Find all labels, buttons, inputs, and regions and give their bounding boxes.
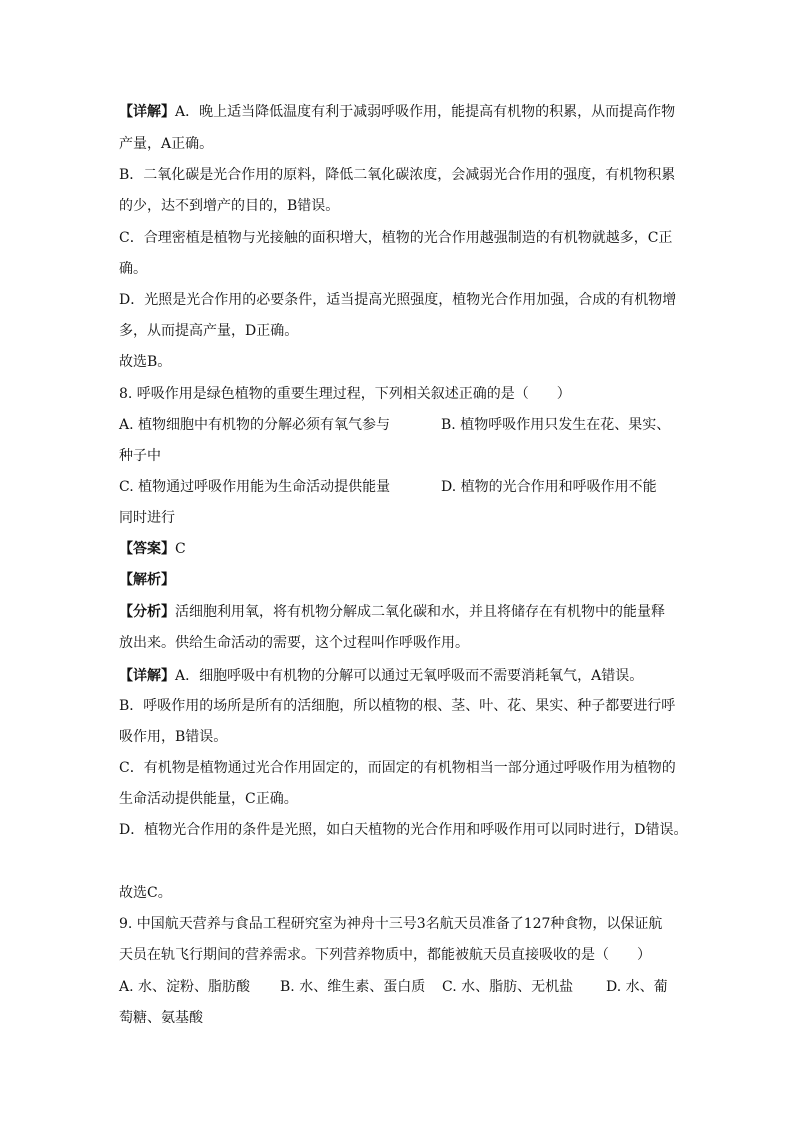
q9-option-d: D. 水、葡	[606, 979, 668, 995]
detail2-tag: 【详解】	[119, 668, 175, 684]
detail-text: A．晚上适当降低温度有利于减弱呼吸作用，能提高有机物的积累，从而提高作物	[175, 104, 676, 120]
analysis-heading	[119, 571, 175, 589]
detail2-line-4: C．有机物是植物通过光合作用固定的，而固定的有机物相当一部分通过呼吸作用为植物的	[119, 760, 676, 776]
fenxi-text: 活细胞利用氧，将有机物分解成二氧化碳和水，并且将储存在有机物中的能量释	[175, 604, 665, 620]
analysis-line-1	[119, 603, 665, 621]
detail2-line-6: D．植物光合作用的条件是光照，如白天植物的光合作用和呼吸作用可以同时进行，D错误。	[119, 822, 688, 838]
detail-line-2: 产量，A正确。	[119, 136, 214, 152]
conclusion-b: 故选B。	[119, 354, 172, 370]
q9-option-c: C. 水、脂肪、无机盐	[442, 979, 574, 995]
answer-tag: 【答案】	[119, 541, 175, 557]
q8-option-b: B. 植物呼吸作用只发生在花、果实、	[441, 417, 671, 433]
q9-option-d-cont: 萄糖、氨基酸	[119, 1010, 203, 1026]
detail-line-1	[119, 103, 675, 121]
detail-line-4: 的少，达不到增产的目的，B错误。	[119, 198, 340, 214]
detail-line-8: 多，从而提高产量，D正确。	[119, 323, 299, 339]
answer-value: C	[175, 541, 186, 557]
detail-line-7: D．光照是光合作用的必要条件，适当提高光照强度，植物光合作用加强，合成的有机物增	[119, 292, 677, 308]
detail-line-3: B．二氧化碳是光合作用的原料，降低二氧化碳浓度，会减弱光合作用的强度，有机物积累	[119, 167, 676, 183]
question-8-stem: 8. 呼吸作用是绿色植物的重要生理过程，下列相关叙述正确的是（ ）	[119, 386, 571, 402]
detail2-text: A．细胞呼吸中有机物的分解可以通过无氧呼吸而不需要消耗氧气，A错误。	[175, 668, 644, 684]
detail2-line-5: 生命活动提供能量，C正确。	[119, 791, 298, 807]
q8-option-c: C. 植物通过呼吸作用能为生命活动提供能量	[119, 479, 391, 495]
analysis-line-2: 放出来。供给生命活动的需要，这个过程叫作呼吸作用。	[119, 635, 469, 651]
detail2-line-2: B．呼吸作用的场所是所有的活细胞，所以植物的根、茎、叶、花、果实、种子都要进行呼	[119, 698, 676, 714]
analysis-tag: 【解析】	[119, 572, 175, 588]
q8-option-d-cont: 同时进行	[119, 510, 175, 526]
q8-option-a: A. 植物细胞中有机物的分解必须有氧气参与	[119, 417, 391, 433]
question-8-options-row-1	[119, 416, 679, 434]
q9-option-b: B. 水、维生素、蛋白质	[280, 979, 426, 995]
q8-option-b-cont: 种子中	[119, 448, 161, 464]
fenxi-tag: 【分析】	[119, 604, 175, 620]
question-8-options-row-2	[119, 478, 679, 496]
q8-option-d: D. 植物的光合作用和呼吸作用不能	[441, 479, 657, 495]
detail2-line-3: 吸作用，B错误。	[119, 729, 228, 745]
detail-tag: 【详解】	[119, 104, 175, 120]
q9-option-a: A. 水、淀粉、脂肪酸	[119, 979, 251, 995]
question-9-line-2: 天员在轨飞行期间的营养需求。下列营养物质中，都能被航天员直接吸收的是（ ）	[119, 947, 651, 963]
question-9-line-1: 9. 中国航天营养与食品工程研究室为神舟十三号3名航天员准备了127种食物，以保证航	[119, 916, 663, 932]
answer-line	[119, 540, 186, 558]
detail2-line-1	[119, 667, 643, 685]
conclusion-c: 故选C。	[119, 885, 172, 901]
detail-line-6: 确。	[119, 261, 147, 277]
detail-line-5: C．合理密植是植物与光接触的面积增大，植物的光合作用越强制造的有机物就越多，C正	[119, 230, 673, 246]
